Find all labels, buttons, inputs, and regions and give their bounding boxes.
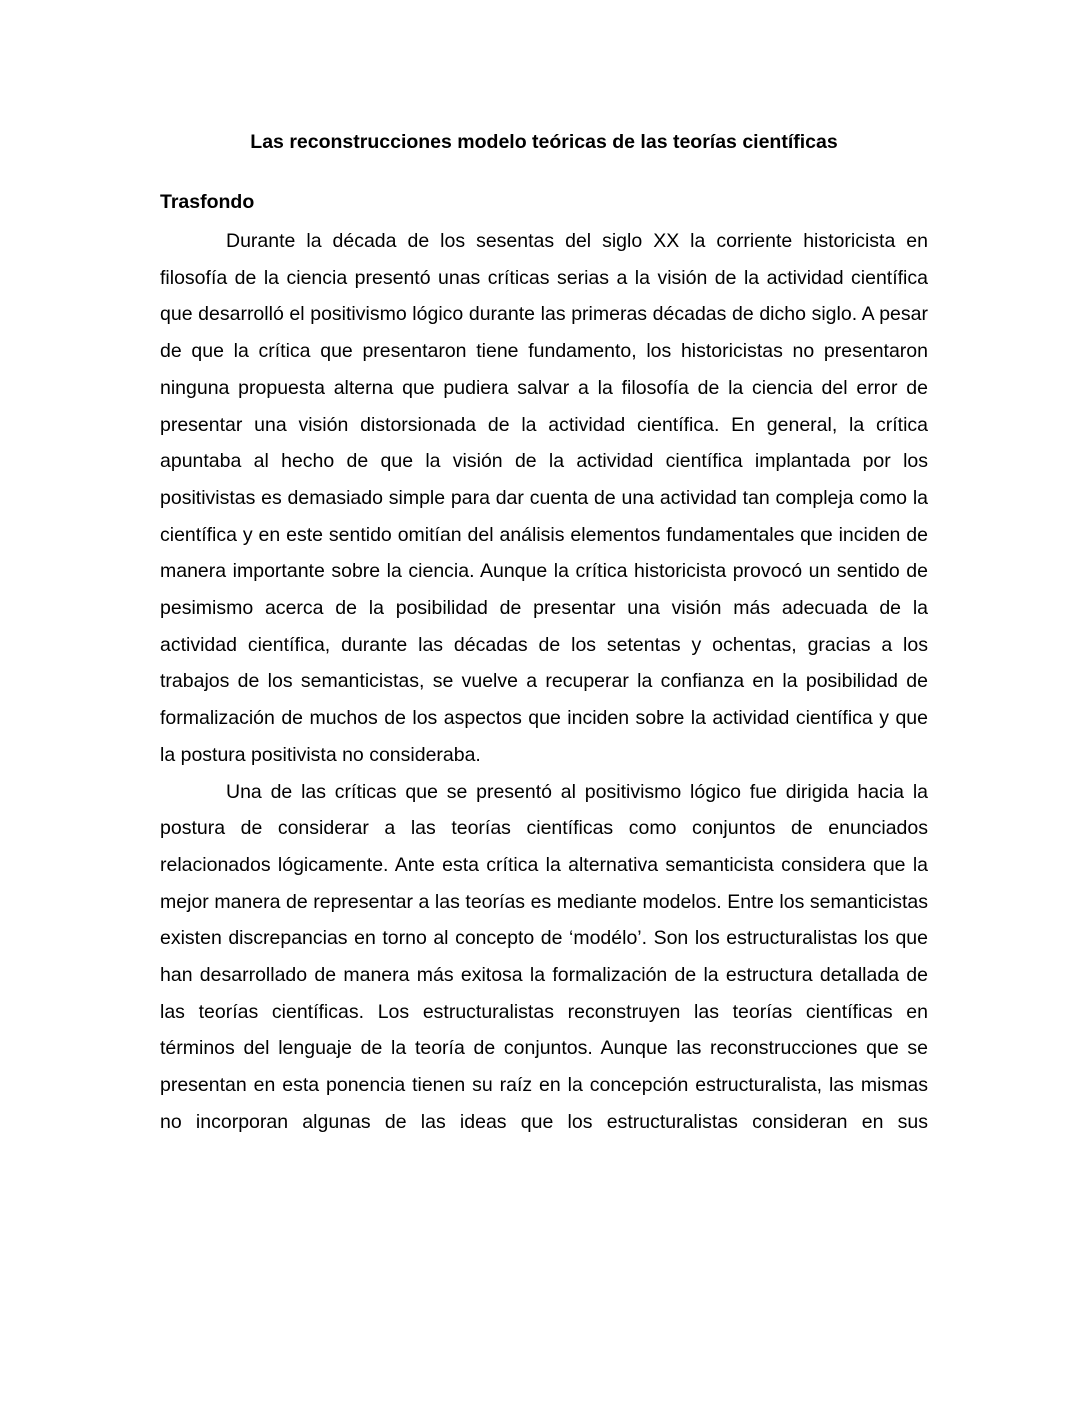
section-heading: Trasfondo <box>160 191 255 213</box>
paragraph-1: Durante la década de los sesentas del siglo XX la corriente historicista en filosofía de la ciencia presentó unas críticas serias a la visión de la actividad científica que desarrolló el positivismo lógico durante las primeras décadas de dicho siglo. A pesar de que la crítica que presentaron tiene fundamento, los historicistas no presentaron ninguna propuesta alterna que pudiera salvar a la filosofía de la ciencia del error de presentar una visión distorsionada de la actividad científica. En general, la crítica apuntaba al hecho de que la visión de la actividad científica implantada por los positivistas es demasiado simple para dar cuenta de una actividad tan compleja como la científica y en este sentido omitían del análisis elementos fundamentales que inciden de manera importante sobre la ciencia. Aunque la crítica historicista provocó un sentido de pesimismo acerca de la posibilidad de presentar una visión más adecuada de la actividad científica, durante las décadas de los setentas y ochentas, gracias a los trabajos de los semanticistas, se vuelve a recuperar la confianza en la posibilidad de formalización de muchos de los aspectos que inciden sobre la actividad científica y que la postura positivista no consideraba. <box>160 230 928 766</box>
page-title: Las reconstrucciones modelo teóricas de las teorías científicas <box>250 131 838 153</box>
body-text <box>160 223 928 1141</box>
paragraph-2: Una de las críticas que se presentó al positivismo lógico fue dirigida hacia la postura de considerar a las teorías científicas como conjuntos de enunciados relacionados lógicamente. Ante esta crítica la alternativa semanticista considera que la mejor manera de representar a las teorías es mediante modelos. Entre los semanticistas existen discrepancias en torno al concepto de ‘modélo’. Son los estructuralistas los que han desarrollado de manera más exitosa la formalización de la estructura detallada de las teorías científicas. Los estructuralistas reconstruyen las teorías científicas en términos del lenguaje de la teoría de conjuntos. Aunque las reconstrucciones que se presentan en esta ponencia tienen su raíz en la concepción estructuralista, las mismas no incorporan algunas de las ideas que los estructuralistas consideran en sus <box>160 780 928 1133</box>
